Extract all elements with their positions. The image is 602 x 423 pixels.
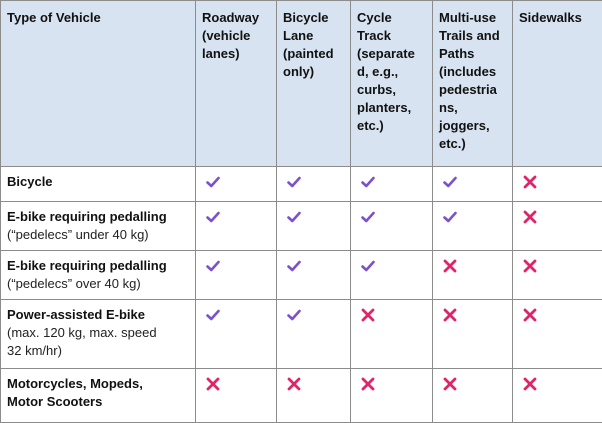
- cell-multi-use-trails: [433, 202, 513, 251]
- cell-cycle-track: [351, 369, 433, 423]
- cell-multi-use-trails: [433, 300, 513, 369]
- cell-cycle-track: [351, 251, 433, 300]
- check-icon: [442, 209, 458, 225]
- table-body: [1, 167, 602, 423]
- header-cycle-track: Cycle Track (separate d, e.g., curbs, planters, etc.): [351, 1, 433, 167]
- vehicle-cell: [1, 251, 196, 300]
- table-row: [1, 167, 602, 202]
- check-icon: [286, 209, 302, 225]
- cell-sidewalks: [513, 369, 602, 423]
- cell-roadway: [196, 202, 277, 251]
- vehicle-name: Power-assisted E-bike: [7, 306, 190, 324]
- check-icon: [360, 209, 376, 225]
- header-roadway: Roadway (vehicle lanes): [196, 1, 277, 167]
- cross-icon: [442, 376, 458, 392]
- cross-icon: [522, 258, 538, 274]
- cell-sidewalks: [513, 202, 602, 251]
- cell-cycle-track: [351, 167, 433, 202]
- vehicle-cell: [1, 300, 196, 369]
- cross-icon: [522, 376, 538, 392]
- cross-icon: [360, 307, 376, 323]
- cross-icon: [286, 376, 302, 392]
- vehicle-cell: [1, 369, 196, 423]
- cell-sidewalks: [513, 251, 602, 300]
- check-icon: [286, 307, 302, 323]
- header-bicycle-lane: Bicycle Lane (painted only): [277, 1, 351, 167]
- check-icon: [286, 174, 302, 190]
- cell-cycle-track: [351, 202, 433, 251]
- vehicle-name: E-bike requiring pedalling: [7, 257, 190, 275]
- cell-multi-use-trails: [433, 167, 513, 202]
- cross-icon: [442, 258, 458, 274]
- table-row: [1, 300, 602, 369]
- check-icon: [442, 174, 458, 190]
- vehicle-detail: (“pedelecs” over 40 kg): [7, 275, 190, 293]
- cross-icon: [522, 209, 538, 225]
- vehicle-detail: (“pedelecs” under 40 kg): [7, 226, 190, 244]
- cross-icon: [522, 307, 538, 323]
- cross-icon: [360, 376, 376, 392]
- check-icon: [205, 174, 221, 190]
- vehicle-name: E-bike requiring pedalling: [7, 208, 190, 226]
- cross-icon: [442, 307, 458, 323]
- cross-icon: [522, 174, 538, 190]
- header-multi-use-trails: Multi-use Trails and Paths (includes pedestria ns, joggers, etc.): [433, 1, 513, 167]
- cell-multi-use-trails: [433, 369, 513, 423]
- header-type-of-vehicle: Type of Vehicle: [1, 1, 196, 167]
- check-icon: [205, 209, 221, 225]
- cross-icon: [205, 376, 221, 392]
- cell-roadway: [196, 167, 277, 202]
- vehicle-detail: (max. 120 kg, max. speed 32 km/hr): [7, 324, 190, 360]
- cell-bicycle-lane: [277, 167, 351, 202]
- cell-roadway: [196, 369, 277, 423]
- cell-bicycle-lane: [277, 202, 351, 251]
- cell-bicycle-lane: [277, 369, 351, 423]
- cell-sidewalks: [513, 300, 602, 369]
- table-header: [1, 1, 602, 167]
- vehicle-name: Bicycle: [7, 173, 190, 191]
- check-icon: [286, 258, 302, 274]
- cell-bicycle-lane: [277, 251, 351, 300]
- cell-multi-use-trails: [433, 251, 513, 300]
- header-sidewalks: Sidewalks: [513, 1, 602, 167]
- cell-bicycle-lane: [277, 300, 351, 369]
- cell-sidewalks: [513, 167, 602, 202]
- cell-roadway: [196, 251, 277, 300]
- vehicle-name: Motorcycles, Mopeds, Motor Scooters: [7, 375, 190, 411]
- check-icon: [205, 307, 221, 323]
- table-row: [1, 369, 602, 423]
- cell-cycle-track: [351, 300, 433, 369]
- vehicle-cell: [1, 167, 196, 202]
- check-icon: [205, 258, 221, 274]
- header-row: [1, 1, 602, 167]
- vehicle-cell: [1, 202, 196, 251]
- table-row: [1, 251, 602, 300]
- check-icon: [360, 174, 376, 190]
- table-row: [1, 202, 602, 251]
- cell-roadway: [196, 300, 277, 369]
- check-icon: [360, 258, 376, 274]
